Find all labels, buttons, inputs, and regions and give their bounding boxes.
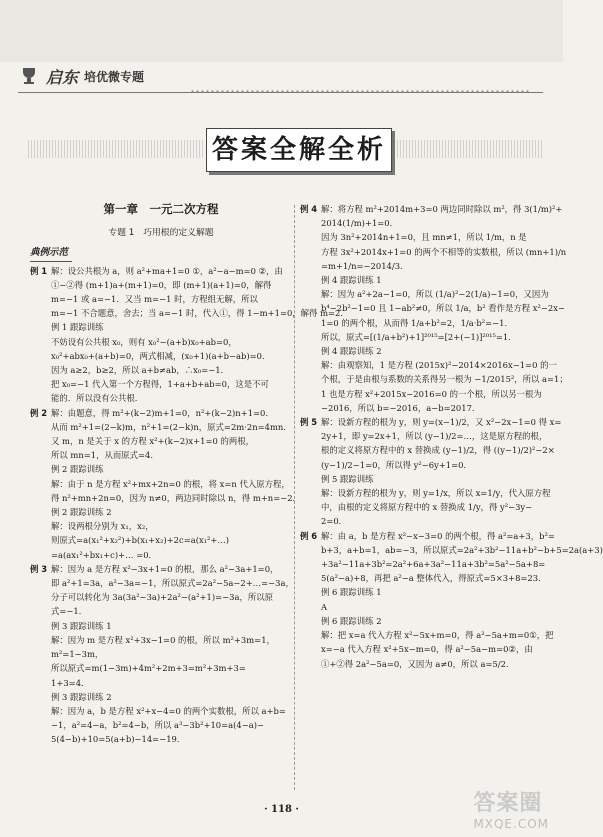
answer-line: b+3，a+b=1，ab=−3，所以原式=2a²+3b²−11a+b²−b+5=2a(a+3) xyxy=(321,544,603,555)
answer-line: 从而 m²+1=(2−k)m，n²+1=(2−k)n，原式=2m·2n=4mn． xyxy=(51,421,292,432)
answer-body xyxy=(321,202,568,415)
answer-line: 例 4 跟踪训练 2 xyxy=(321,346,382,357)
answer-line: 1+3=4． xyxy=(51,677,90,688)
watermark-main: 答案圈 xyxy=(473,791,543,816)
title-decoration-right xyxy=(394,140,542,158)
trophy-icon xyxy=(18,65,40,87)
answer-block xyxy=(300,415,562,529)
answer-line: 根的定义将原方程中的 x 替换成 (y−1)/2，得 ((y−1)/2)²−2× xyxy=(321,445,555,456)
answer-line: x=−a 代入方程 x²+5x−m=0，得 a²−5a−m=0②，由 xyxy=(321,644,533,655)
answer-block xyxy=(30,264,349,406)
answer-line: x₀²+abx₀+(a+b)=0，两式相减，(x₀+1)(a+b−ab)=0． xyxy=(51,350,271,361)
example-label: 例 6 xyxy=(300,530,318,541)
answer-line: 2y+1，即 y=2x+1，所以 (y−1)/2=…，这是原方程的根， xyxy=(321,431,548,442)
answer-line: (y−1)/2−1=0，所以得 y²−6y+1=0． xyxy=(321,459,472,470)
answer-block xyxy=(30,562,292,747)
answer-line: 又 m，n 是关于 x 的方程 x²+(k−2)x+1=0 的两根， xyxy=(51,436,254,447)
answer-line: 解：把 x=a 代入方程 x²−5x+m=0，得 a²−5a+m=0①，把 xyxy=(321,630,554,641)
answer-line: 方程 3x²+2014x+1=0 的两个不相等的实数根，所以 (mn+1)/n xyxy=(321,246,567,257)
top-scan-band xyxy=(0,0,563,62)
answer-line: =a(ax₁²+bx₁+c)+… =0． xyxy=(51,549,157,560)
answer-line: ①−②得 (m+1)a+(m+1)=0，即 (m+1)(a+1)=0，解得 xyxy=(51,279,272,290)
topic-heading: 专题 1 巧用根的定义解题 xyxy=(108,228,214,239)
answer-body xyxy=(51,264,349,406)
watermark-sub: MXQE.COM xyxy=(473,817,549,831)
answer-line: 个根，于是由根与系数的关系得另一根为 −1/2015²，所以 a=1； xyxy=(321,374,568,385)
answer-line: 解：因为 a，b 是方程 x²+x−4=0 的两个实数根，所以 a+b= xyxy=(51,705,286,716)
answer-line: 解：设新方程的根为 y，则 y=1/x，所以 x=1/y，代入原方程 xyxy=(321,488,551,499)
answer-line: 则原式=a(x₁²+x₂²)+b(x₁+x₂)+2c=a(x₁²+…) xyxy=(51,535,230,546)
answer-body xyxy=(51,562,292,747)
answer-line: 解：由于 n 是方程 x²+mx+2n=0 的根，将 x=n 代入原方程， xyxy=(51,478,290,489)
chapter-heading: 第一章 一元二次方程 xyxy=(103,202,219,216)
answer-line: 因为 a≥2，b≥2，所以 a+b≠ab，∴x₀=−1． xyxy=(51,365,229,376)
answer-line: 能的．所以没有公共根． xyxy=(51,393,144,404)
header-dots xyxy=(190,89,530,95)
answer-line: 例 2 跟踪训练 2 xyxy=(51,507,112,518)
title-decoration-left xyxy=(28,140,203,158)
answer-line: 所以，原式=[(1/a+b²)+1]²⁰¹⁵=[2+(−1)]²⁰¹⁵=1． xyxy=(321,331,517,342)
answer-line: 例 2 跟踪训练 xyxy=(51,464,104,475)
answer-line: 解：设公共根为 a，则 a²+ma+1=0 ①，a²−a−m=0 ②，由 xyxy=(51,265,283,276)
answer-line: 解：由 a，b 是方程 x²−x−3=0 的两个根，得 a²=a+3，b²= xyxy=(321,530,555,541)
answer-line: m=−1 不合题意，舍去；当 a=−1 时，代入①，得 1−m+1=0，解得 m=2． xyxy=(51,308,349,319)
answer-block xyxy=(300,529,603,671)
answer-line: ①+②得 2a²−5a=0，又因为 a≠0，所以 a=5/2． xyxy=(321,658,515,669)
answer-line: 1 也是方程 x²+2015x−2016=0 的一个根，所以另一根为 xyxy=(321,388,542,399)
page-title-box xyxy=(206,128,392,172)
right-answers xyxy=(300,202,603,671)
answer-line: 例 3 跟踪训练 1 xyxy=(51,620,112,631)
answer-line: 不妨设有公共根 x₀，则有 x₀²−(a+b)x₀+ab=0， xyxy=(51,336,237,347)
page-title: 答案全解全析 xyxy=(211,135,386,165)
answer-line: 中，由根的定义将原方程中的 x 替换成 1/y，得 y²−3y− xyxy=(321,502,533,513)
answer-line: =m+1/n=−2014/3． xyxy=(321,260,409,271)
brand-header xyxy=(18,62,144,90)
answer-line: 例 5 跟踪训练 xyxy=(321,473,374,484)
answer-line: m=−1 或 a=−1．又当 m=−1 时，方程组无解，所以 xyxy=(51,294,258,305)
answer-line: −1，a²=4−a，b²=4−b，所以 a³−3b²+10=a(4−a)− xyxy=(51,720,265,731)
brand-series: 培优微专题 xyxy=(84,69,145,84)
watermark xyxy=(473,786,549,831)
answer-line: 解：将方程 m²+2014m+3=0 两边同时除以 m²，得 3(1/m)²+ xyxy=(321,204,563,214)
example-label: 例 4 xyxy=(300,204,318,214)
right-column xyxy=(300,202,603,671)
answer-line: 例 3 跟踪训练 2 xyxy=(51,691,112,702)
answer-line: A xyxy=(321,601,328,612)
answer-line: b⁴−2b²−1=0 且 1−ab²≠0，所以 1/a，b² 看作是方程 x²−2x− xyxy=(321,303,565,314)
page-number: · 118 · xyxy=(264,804,299,815)
example-label: 例 1 xyxy=(30,265,48,276)
section-tag: 典例示范 xyxy=(30,246,72,261)
answer-line: 解：设两根分别为 x₁，x₂， xyxy=(51,521,154,532)
answer-line: 式=−1． xyxy=(51,606,88,617)
answer-line: 解：由题意，得 m²+(k−2)m+1=0，n²+(k−2)n+1=0． xyxy=(51,407,274,418)
answer-block xyxy=(300,202,568,415)
answer-line: 把 x₀=−1 代入第一个方程得，1+a+b+ab=0，这是不可 xyxy=(51,379,269,390)
answer-line: 解：因为 a 是方程 x²−3x+1=0 的根，那么 a²−3a+1=0， xyxy=(51,563,279,574)
answer-line: −2016，所以 b=−2016，a−b=2017． xyxy=(321,402,481,413)
answer-line: 例 4 跟踪训练 1 xyxy=(321,275,382,286)
answer-line: 5(4−b)+10=5(a+b)−14=−19． xyxy=(51,734,186,745)
answer-line: +3a²−11a+3b²=2a²+6a+3a²−11a+3b²=5a²−5a+8= xyxy=(321,559,546,570)
answer-line: 2014(1/m)+1=0． xyxy=(321,218,399,229)
answer-line: 所以原式=m(1−3m)+4m²+2m+3=m²+3m+3= xyxy=(51,663,246,674)
brand-name: 启东 xyxy=(46,67,79,87)
answer-line: 解：由观察知，1 是方程 (2015x)²−2014×2016x−1=0 的一 xyxy=(321,360,557,371)
answer-body xyxy=(51,406,301,562)
answer-line: 解：设新方程的根为 y，则 y=(x−1)/2，又 x²−2x−1=0 得 x= xyxy=(321,417,562,428)
answer-line: 分子可以转化为 3a(3a²−3a)+2a²−(a²+1)=−3a，所以原 xyxy=(51,592,273,603)
example-label: 例 3 xyxy=(30,563,48,574)
answer-line: m²=1−3m， xyxy=(51,649,104,660)
example-label: 例 2 xyxy=(30,407,48,418)
answer-line: 因为 3n²+2014n+1=0，且 mn≠1，所以 1/m，n 是 xyxy=(321,232,527,243)
answer-line: 所以 mn=1，从而原式=4． xyxy=(51,450,159,461)
answer-line: 例 6 跟踪训练 1 xyxy=(321,587,382,598)
answer-line: 2=0． xyxy=(321,516,348,527)
answer-block xyxy=(30,406,301,562)
answer-line: 例 1 跟踪训练 xyxy=(51,322,104,333)
answer-body xyxy=(321,415,562,529)
example-label: 例 5 xyxy=(300,417,318,428)
answer-line: 得 n²+mn+2n=0，因为 n≠0，两边同时除以 n，得 m+n=−2． xyxy=(51,492,301,503)
answer-line: 解：因为 m 是方程 x²+3x−1=0 的根，所以 m²+3m=1， xyxy=(51,634,275,645)
answer-line: 例 6 跟踪训练 2 xyxy=(321,615,382,626)
answer-line: 解：因为 a²+2a−1=0，所以 (1/a)²−2(1/a)−1=0，又因为 xyxy=(321,289,549,300)
answer-body xyxy=(321,529,603,671)
answer-line: 5(a²−a)+8，再把 a²−a 整体代入，得原式=5×3+8=23． xyxy=(321,573,547,584)
answer-line: 1=0 的两个根，从而得 1/a+b²=2，1/a·b²=−1． xyxy=(321,317,513,328)
answer-line: 即 a²+1=3a，a²−3a=−1，所以原式=2a²−5a−2+…=−3a， xyxy=(51,578,294,589)
